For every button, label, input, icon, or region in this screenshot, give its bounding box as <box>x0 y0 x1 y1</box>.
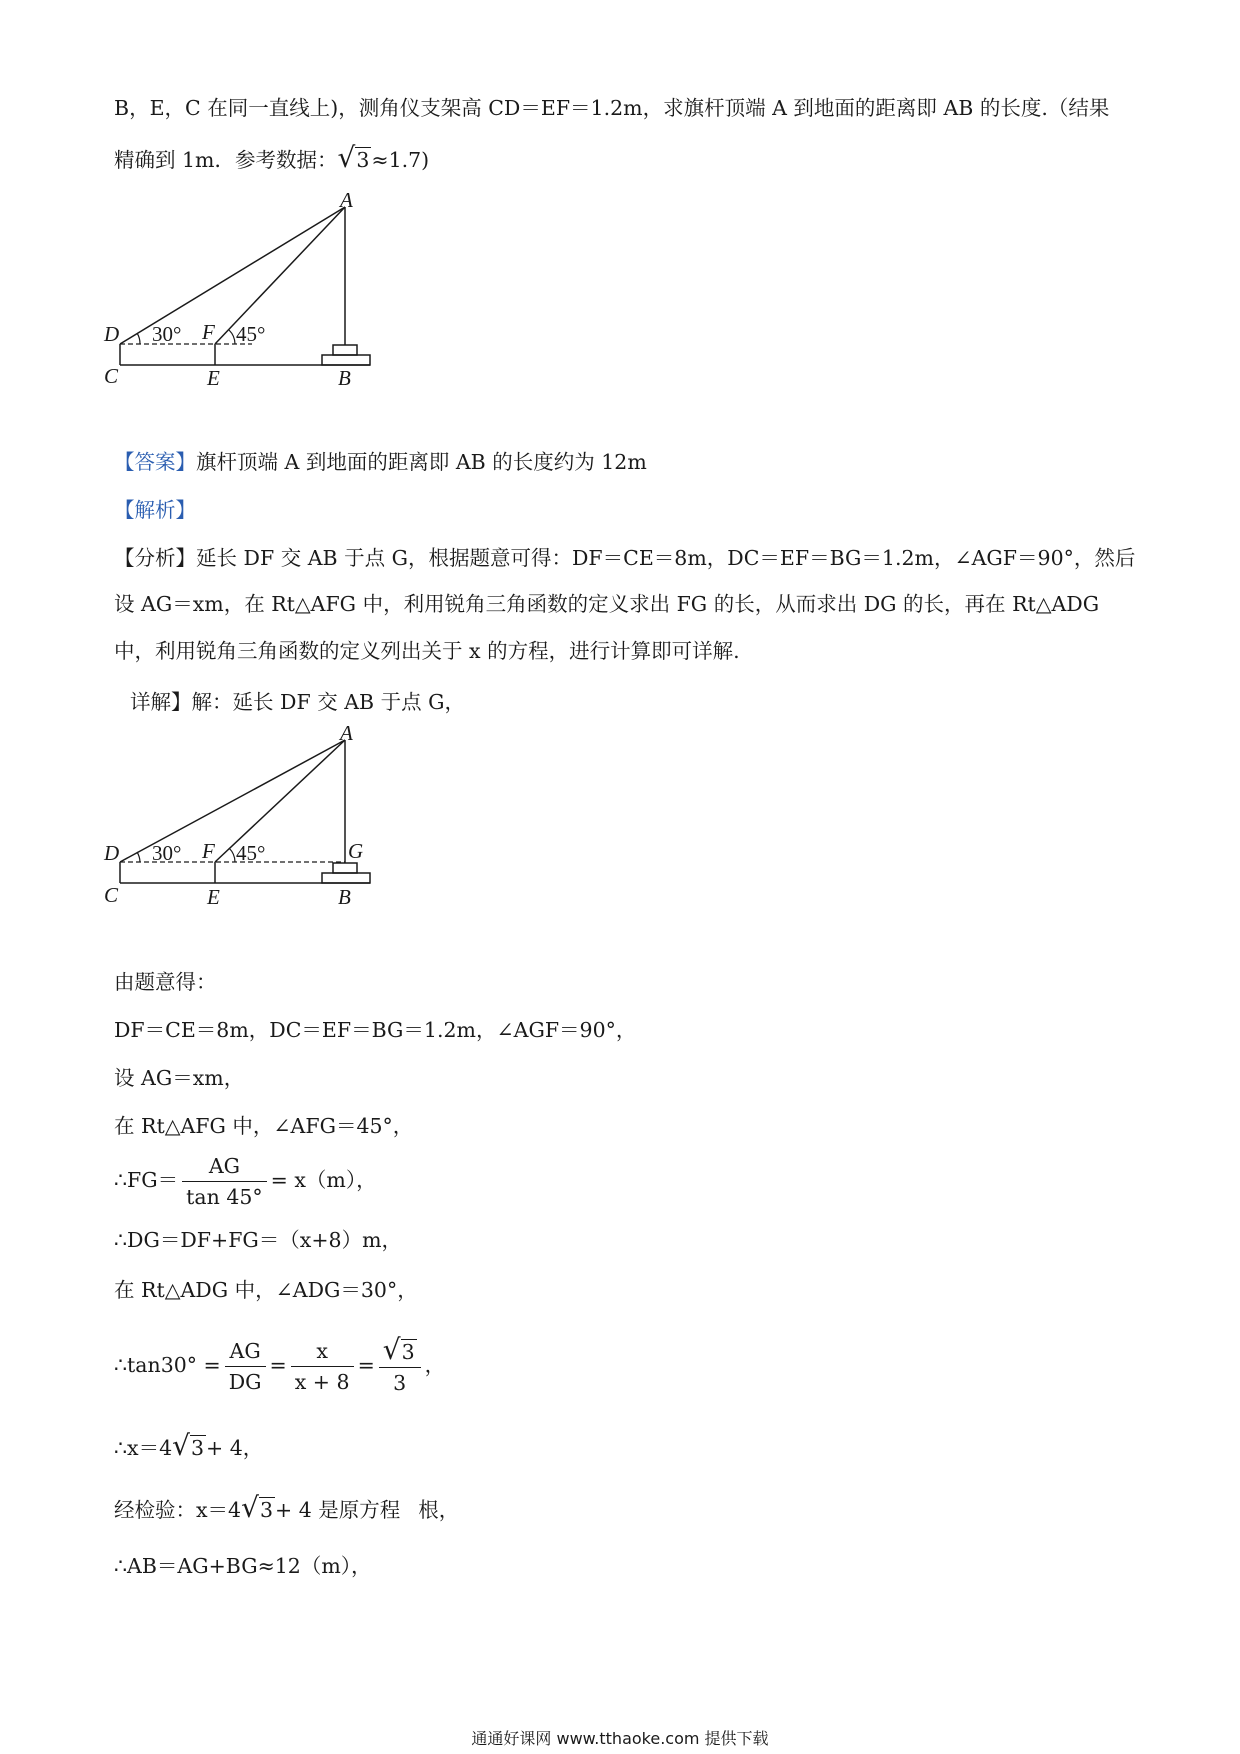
fraction-numerator: AG <box>182 1151 267 1182</box>
fg-prefix: ∴FG＝ <box>114 1168 179 1192</box>
problem-line-2 <box>114 141 430 174</box>
flagpole-base-outer <box>322 355 370 365</box>
problem-line-1: B，E，C 在同一直线上)，测角仪支架高 CD＝EF＝1.2m，求旗杆顶端 A 到地面的距离即 AB 的长度.（结果 <box>114 96 1110 120</box>
solution-step-4: 在 Rt△AFG 中，∠AFG＝45°， <box>114 1114 414 1138</box>
solution-step-1: 由题意得： <box>114 970 217 994</box>
fg-result: = x（m）， <box>270 1168 377 1192</box>
solution-step-7: 在 Rt△ADG 中，∠ADG＝30°， <box>114 1278 418 1302</box>
analysis-line-2: 设 AG＝xm，在 Rt△AFG 中，利用锐角三角函数的定义求出 FG 的长，从而求出 DG 的长，再在 Rt△ADG <box>114 592 1100 616</box>
label-f-2: F <box>202 839 215 863</box>
sqrt-expression <box>337 141 372 174</box>
label-b-2: B <box>338 885 351 909</box>
fraction-denominator-3: 3 <box>393 1371 407 1395</box>
sqrt-symbol-10: √ <box>241 1491 259 1524</box>
label-e: E <box>207 366 220 390</box>
label-angle-f: 45° <box>236 322 266 346</box>
label-angle-f-2: 45° <box>236 841 266 865</box>
fraction-numerator-ag: AG <box>225 1336 266 1367</box>
figure-1-diagram <box>104 188 430 395</box>
detail-intro: 详解】解：延长 DF 交 AB 于点 G， <box>130 690 465 714</box>
flagpole-base-outer-2 <box>322 873 370 883</box>
fraction-denominator-dg: DG <box>228 1370 262 1394</box>
flagpole-base-inner <box>333 345 357 355</box>
answer-line <box>114 448 647 476</box>
label-d-2: D <box>104 841 120 865</box>
analysis-line-3: 中，利用锐角三角函数的定义列出关于 x 的方程，进行计算即可详解. <box>114 639 740 663</box>
line-fa-2 <box>215 740 345 862</box>
sqrt-radicand: 3 <box>356 148 370 172</box>
page-footer: 通通好课网 www.tthaoke.com 提供下载 <box>471 1729 769 1748</box>
x-value-prefix: ∴x＝4 <box>114 1436 173 1460</box>
sqrt-symbol-8: √ <box>382 1333 401 1366</box>
label-e-2: E <box>207 885 220 909</box>
fraction-denominator: tan 45° <box>186 1185 263 1209</box>
solution-step-3: 设 AG＝xm， <box>114 1066 245 1090</box>
fraction-denominator-x8: x + 8 <box>294 1370 350 1394</box>
check-middle: + 4 是原方程 <box>275 1498 401 1522</box>
solution-step-8 <box>114 1332 445 1398</box>
figure-2-diagram <box>104 721 430 932</box>
sqrt-symbol-9: √ <box>172 1429 190 1462</box>
solution-step-10 <box>114 1491 460 1524</box>
fraction-numerator-sqrt3 <box>379 1335 421 1368</box>
tan30-prefix: ∴tan30° = <box>114 1353 221 1377</box>
line-fa <box>215 207 345 344</box>
solution-step-11: ∴AB＝AG+BG≈12（m）， <box>114 1554 372 1578</box>
answer-tag: 【答案】 <box>114 450 196 474</box>
label-a: A <box>340 188 353 212</box>
label-c: C <box>104 364 119 388</box>
label-d: D <box>104 322 120 346</box>
equals-1: = <box>269 1353 287 1377</box>
sqrt-radicand-10: 3 <box>259 1498 273 1522</box>
sqrt-radicand-8: 3 <box>401 1340 415 1364</box>
sqrt-expression-8 <box>383 1335 417 1367</box>
analysis-tag: 【解析】 <box>114 498 196 522</box>
angle-arc-f-2 <box>229 848 235 862</box>
solution-step-6: ∴DG＝DF+FG＝（x+8）m， <box>114 1228 403 1252</box>
label-angle-d: 30° <box>152 322 182 346</box>
angle-arc-d-2 <box>137 852 140 862</box>
check-suffix: 根， <box>418 1498 460 1522</box>
fraction-numerator-x: x <box>291 1336 354 1367</box>
fraction-sqrt3-over-3 <box>379 1335 421 1398</box>
angle-arc-f <box>229 330 235 344</box>
fraction-ag-over-dg <box>225 1336 266 1397</box>
label-b: B <box>338 366 351 390</box>
solution-step-5 <box>114 1150 377 1212</box>
check-prefix: 经检验：x＝4 <box>114 1498 242 1522</box>
tan30-suffix: ， <box>424 1353 446 1377</box>
fraction-x-over-x8 <box>291 1336 354 1397</box>
sqrt-radicand-9: 3 <box>191 1436 205 1460</box>
sqrt-expression-10 <box>241 1491 275 1524</box>
approx-value: ≈1.7) <box>371 148 430 172</box>
analysis-tag-inner: 【分析】 <box>114 546 196 570</box>
sqrt-symbol: √ <box>337 141 356 174</box>
label-a-2: A <box>340 721 353 745</box>
solution-step-2: DF＝CE＝8m，DC＝EF＝BG＝1.2m，∠AGF＝90°， <box>114 1018 637 1042</box>
flagpole-base-inner-2 <box>333 863 357 873</box>
problem-line-2-text: 精确到 1m．参考数据： <box>114 148 338 172</box>
analysis-text-1: 延长 DF 交 AB 于点 G，根据题意可得：DF＝CE＝8m，DC＝EF＝BG＝1.2m，∠AGF＝90°，然后 <box>196 546 1136 570</box>
sqrt-expression-9 <box>172 1429 206 1462</box>
fraction-ag-over-tan45 <box>182 1151 267 1212</box>
label-c-2: C <box>104 883 119 907</box>
analysis-line-1 <box>114 544 1135 572</box>
label-g-2: G <box>348 839 364 863</box>
answer-text: 旗杆顶端 A 到地面的距离即 AB 的长度约为 12m <box>196 450 647 474</box>
angle-arc-d <box>137 333 140 344</box>
label-f: F <box>202 320 215 344</box>
label-angle-d-2: 30° <box>152 841 182 865</box>
equals-2: = <box>357 1353 375 1377</box>
x-value-suffix: + 4， <box>206 1436 264 1460</box>
solution-step-9 <box>114 1429 264 1462</box>
